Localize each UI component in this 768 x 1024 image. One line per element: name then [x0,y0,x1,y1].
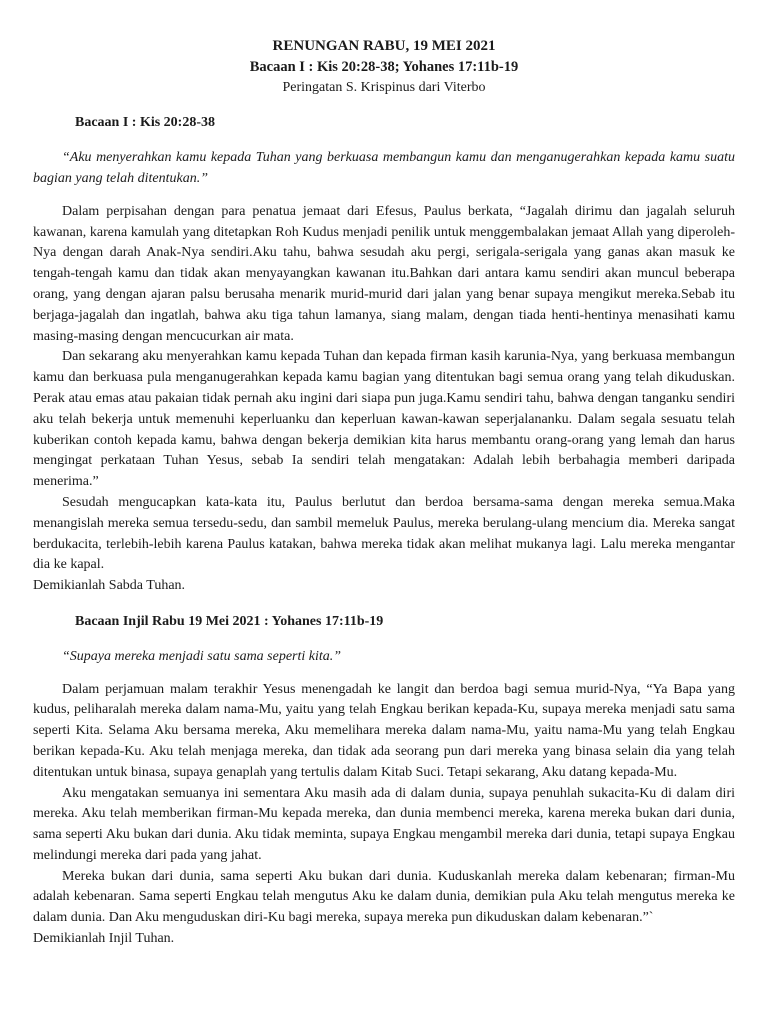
section-heading-bacaan-1: Bacaan I : Kis 20:28-38 [75,115,215,131]
lead-quote-injil: “Supaya mereka menjadi satu sama seperti kita.” [62,648,342,664]
document-reading-line: Bacaan I : Kis 20:28-38; Yohanes 17:11b-19 [249,58,519,75]
lead-quote-bacaan-1: “Aku menyerahkan kamu kepada Tuhan yang berkuasa membangun kamu dan menganugerahkan kepada kamu suatu bagian yang telah ditentukan.” [33,150,735,186]
closing-line-sabda-tuhan: Demikianlah Sabda Tuhan. [33,578,186,594]
body-paragraph: Dalam perpisahan dengan para penatua jemaat dari Efesus, Paulus berkata, “Jagalah dirimu dan jagalah seluruh kawanan, karena kamulah yang ditetapkan Roh Kudus menjadi penilik untuk menggembalakan jemaat Allah yang diperoleh-Nya dengan darah Anak-Nya sendiri.Aku tahu, bahwa sesudah aku pergi, serigala-serigala yang ganas akan masuk ke tengah-tengah kamu dan tidak akan menyayangkan kawanan itu.Bahkan dari antara kamu sendiri akan muncul beberapa orang, yang dengan ajaran palsu berusaha menarik murid-murid dari jalan yang benar supaya mengikut mereka.Sebab itu berjaga-jagalah dan ingatlah, bahwa aku tiga tahun lamanya, siang malam, dengan tiada henti-hentinya menasihati kamu masing-masing dengan mencucurkan air mata. [33,203,735,344]
body-paragraph: Aku mengatakan semuanya ini sementara Aku masih ada di dalam dunia, supaya penuhlah sukacita-Ku di dalam diri mereka. Aku telah memberikan firman-Mu kepada mereka, dan dunia membenci mereka, karena mereka bukan dari dunia, sama seperti Aku bukan dari dunia. Aku tidak meminta, supaya Engkau mengambil mereka dari dunia, tetapi supaya Engkau melindungi mereka dari pada yang jahat. [33,785,735,863]
section-heading-injil: Bacaan Injil Rabu 19 Mei 2021 : Yohanes 17:11b-19 [75,613,384,629]
body-paragraph: Mereka bukan dari dunia, sama seperti Aku bukan dari dunia. Kuduskanlah mereka dalam kebenaran; firman-Mu adalah kebenaran. Sama seperti Engkau telah mengutus Aku ke dalam dunia, demikian pula Aku telah mengutus mereka ke dalam dunia. Dan Aku menguduskan diri-Ku bagi mereka, supaya mereka pun dikuduskan dalam kebenaran.”` [33,868,735,926]
section-bacaan-1 [33,113,735,597]
body-paragraph: Dan sekarang aku menyerahkan kamu kepada Tuhan dan kepada firman kasih karunia-Nya, yang berkuasa membangun kamu dan berkuasa pula menganugerahkan kepada kamu bagian yang ditentukan bagi semua orang yang telah dikuduskan. Perak atau emas atau pakaian tidak pernah aku ingini dari siapa pun juga.Kamu sendiri tahu, bahwa dengan tanganku sendiri aku telah bekerja untuk memenuhi keperluanku dan keperluan kawan-kawan seperjalananku. Dalam segala sesuatu telah kuberikan contoh kepada kamu, bahwa dengan bekerja demikian kita harus membantu orang-orang yang lemah dan harus mengingat perkataan Tuhan Yesus, sebab Ia sendiri telah mengatakan: Adalah lebih berbahagia memberi daripada menerima.” [33,349,735,490]
document-memorial-line: Peringatan S. Krispinus dari Viterbo [282,79,486,95]
document-title: RENUNGAN RABU, 19 MEI 2021 [272,38,496,54]
section-injil [33,612,735,950]
closing-line-injil-tuhan: Demikianlah Injil Tuhan. [33,931,175,947]
body-paragraph: Dalam perjamuan malam terakhir Yesus menengadah ke langit dan berdoa bagi semua murid-Nya, “Ya Bapa yang kudus, peliharalah mereka dalam nama-Mu, yaitu yang telah Engkau berikan kepada-Ku, supaya mereka menjadi satu sama seperti Kita. Selama Aku bersama mereka, Aku memelihara mereka dalam nama-Mu, yaitu nama-Mu yang telah Engkau berikan kepada-Ku. Aku telah menjaga mereka, dan tidak ada seorang pun dari mereka yang binasa selain dia yang telah ditentukan untuk binasa, supaya genaplah yang tertulis dalam Kitab Suci. Tetapi sekarang, Aku datang kepada-Mu. [33,681,735,780]
body-paragraph: Sesudah mengucapkan kata-kata itu, Paulus berlutut dan berdoa bersama-sama dengan mereka semua.Maka menangislah mereka semua tersedu-sedu, dan sambil memeluk Paulus, mereka berulang-ulang mencium dia. Mereka sangat berdukacita, terlebih-lebih karena Paulus katakan, bahwa mereka tidak akan melihat mukanya lagi. Lalu mereka mengantar dia ke kapal. [33,494,735,573]
document-header [33,36,735,98]
